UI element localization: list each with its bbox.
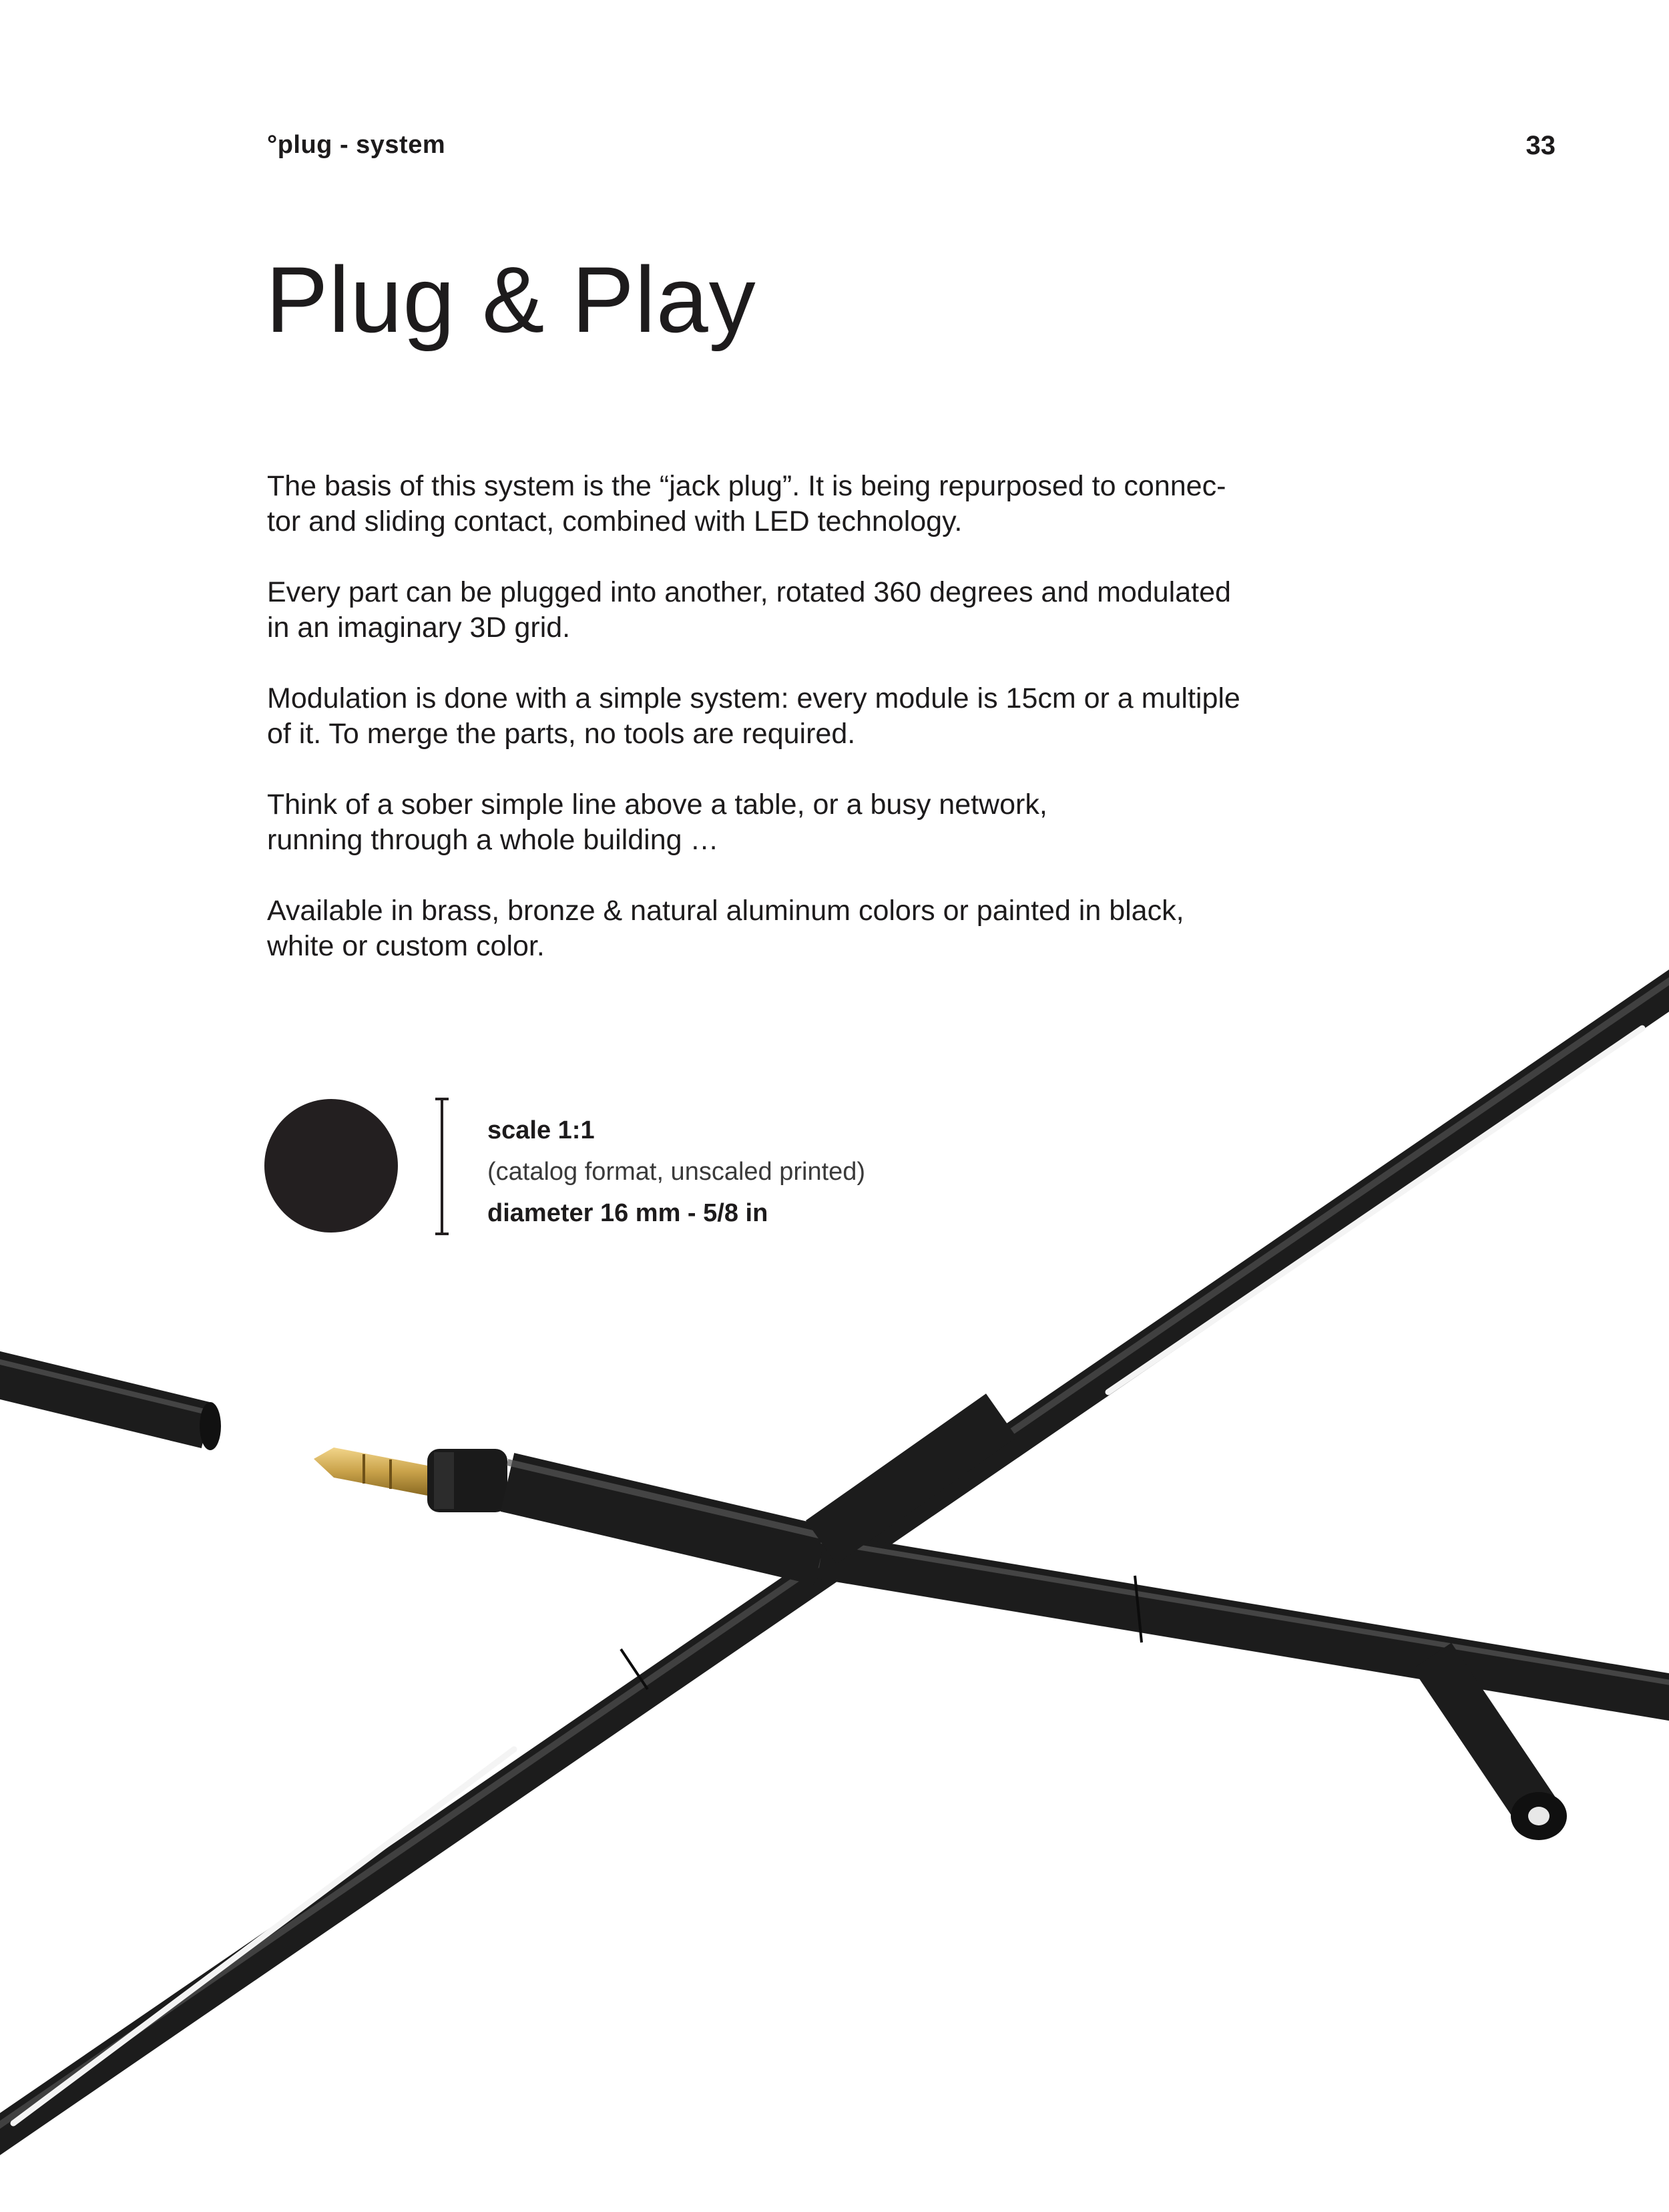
section-label: °plug - system: [267, 131, 446, 159]
paragraph: Available in brass, bronze & natural aluminum colors or painted in black, white or custom color.: [267, 895, 1184, 962]
paragraph: Modulation is done with a simple system: every module is 15cm or a multiple of it. To merge the parts, no tools are required.: [267, 682, 1240, 750]
paragraph: Think of a sober simple line above a table, or a busy network, running through a whole building …: [267, 789, 1047, 856]
paragraph: Every part can be plugged into another, rotated 360 degrees and modulated in an imaginary 3D grid.: [267, 576, 1231, 644]
short-tube: [0, 1359, 221, 1450]
diameter-label: diameter 16 mm - 5/8 in: [487, 1199, 768, 1227]
product-illustration: [0, 935, 1669, 2212]
jack-plug: [314, 1448, 507, 1512]
paragraph: The basis of this system is the “jack plug”. It is being repurposed to connec- tor and sliding contact, combined with LED technology.: [267, 470, 1226, 537]
body-text: [267, 469, 1308, 1000]
scale-note: (catalog format, unscaled printed): [487, 1158, 866, 1186]
scale-label: scale 1:1: [487, 1116, 595, 1144]
page-title: Plug & Play: [266, 247, 756, 352]
page-number: 33: [1525, 131, 1556, 160]
